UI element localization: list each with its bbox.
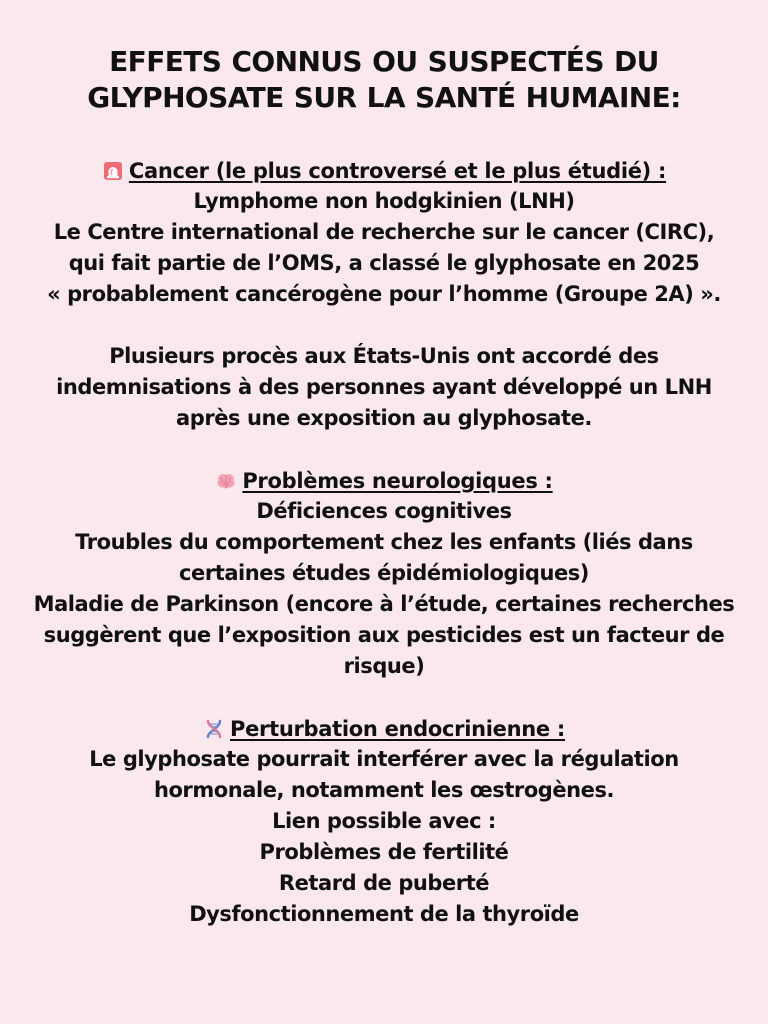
- endocrine-line: Retard de puberté: [278, 871, 490, 895]
- cancer-line: qui fait partie de l’OMS, a classé le glyphosate en 2025: [68, 251, 700, 275]
- neuro-heading-label: Problèmes neurologiques :: [242, 469, 553, 493]
- neuro-line: Maladie de Parkinson (encore à l’étude, certaines recherches: [33, 592, 735, 616]
- title-line-1: EFFETS CONNUS OU SUSPECTÉS DU: [109, 45, 659, 78]
- cancer-heading-label: Cancer (le plus controversé et le plus étudié) :: [128, 159, 667, 183]
- neuro-line: Déficiences cognitives: [256, 499, 512, 523]
- cancer-line: « probablement cancérogène pour l’homme (Groupe 2A) ».: [47, 282, 721, 306]
- neuro-line: Troubles du comportement chez les enfants (liés dans: [75, 530, 693, 554]
- neuro-line: certaines études épidémiologiques): [179, 561, 589, 585]
- endocrine-line: Dysfonctionnement de la thyroïde: [189, 902, 579, 926]
- cancer-line: Lymphome non hodgkinien (LNH): [193, 189, 575, 213]
- cancer-section: [14, 156, 754, 434]
- siren-icon: [102, 160, 124, 182]
- endocrine-line: Problèmes de fertilité: [259, 840, 509, 864]
- endocrine-heading-label: Perturbation endocrinienne :: [230, 717, 565, 741]
- cancer-line: Le Centre international de recherche sur le cancer (CIRC),: [53, 220, 715, 244]
- endocrine-line: Le glyphosate pourrait interférer avec la régulation: [89, 747, 679, 771]
- brain-icon: [215, 470, 237, 492]
- neuro-heading: [215, 466, 552, 496]
- cancer-line: après une exposition au glyphosate.: [176, 406, 592, 430]
- cancer-line: indemnisations à des personnes ayant développé un LNH: [56, 375, 712, 399]
- neuro-section: [14, 466, 754, 682]
- endocrine-section: [14, 714, 754, 930]
- page-title: [14, 44, 754, 116]
- endocrine-line: Lien possible avec :: [272, 809, 496, 833]
- cancer-heading: [102, 156, 666, 186]
- endocrine-line: hormonale, notamment les œstrogènes.: [153, 778, 615, 802]
- paragraph-spacer: [14, 310, 754, 341]
- neuro-line: suggèrent que l’exposition aux pesticides est un facteur de: [43, 623, 725, 647]
- endocrine-heading: [203, 714, 565, 744]
- title-line-2: GLYPHOSATE SUR LA SANTÉ HUMAINE:: [87, 81, 681, 114]
- dna-icon: [203, 718, 225, 740]
- neuro-line: risque): [343, 654, 425, 678]
- cancer-line: Plusieurs procès aux États-Unis ont accordé des: [109, 344, 659, 368]
